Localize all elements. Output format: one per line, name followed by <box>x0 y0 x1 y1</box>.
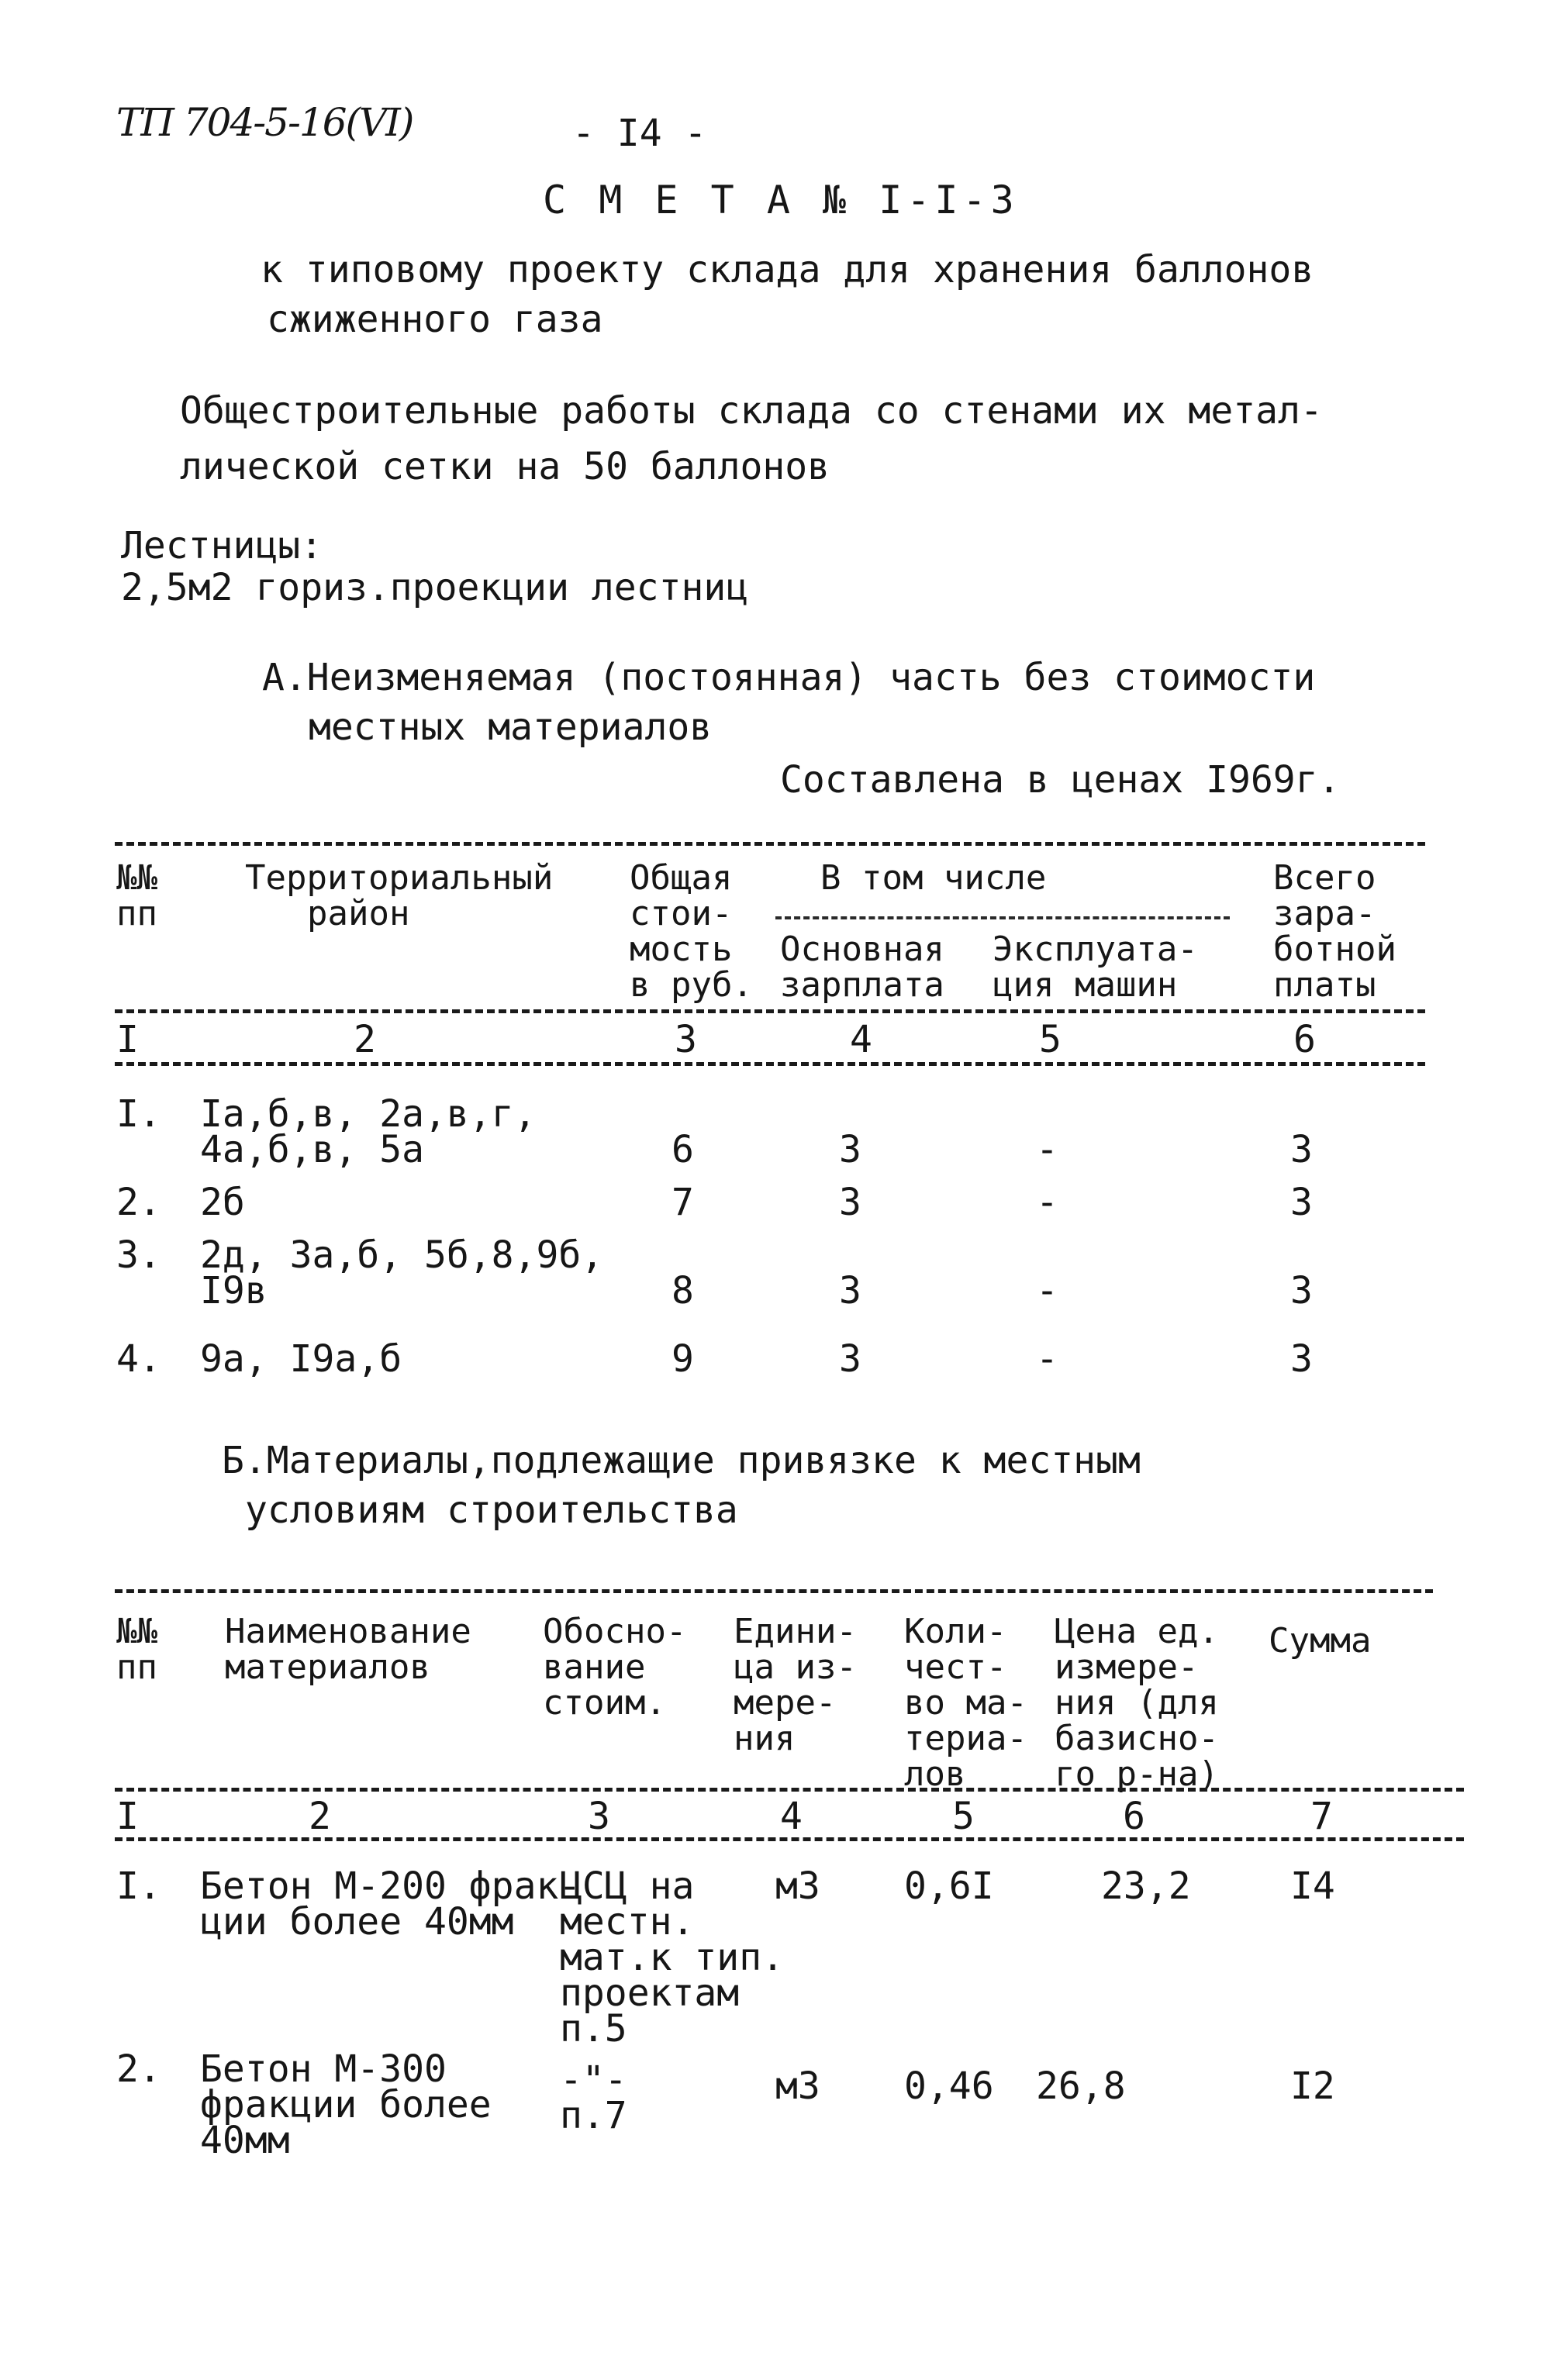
table-a-row-machines: - <box>1036 1337 1058 1381</box>
table-b-header-qty-2: чест- <box>904 1647 1007 1687</box>
table-b-row-name: Бетон М-200 фрак- <box>200 1864 582 1908</box>
table-a-header-wages-4: платы <box>1273 965 1376 1005</box>
table-b-colnum-4: 4 <box>780 1795 803 1838</box>
table-a-row-region: I9в <box>200 1269 268 1312</box>
title-subtitle-line1: к типовому проекту склада для хранения баллонов <box>261 248 1314 291</box>
intro-line-2: лической сетки на 50 баллонов <box>180 445 830 488</box>
table-b-row-basis: местн. <box>560 1900 695 1944</box>
table-a-colnum-6: 6 <box>1293 1018 1316 1061</box>
table-a-row-number: 2. <box>116 1181 161 1224</box>
table-a-colnum-1: I <box>116 1018 139 1061</box>
section-b-heading-line1: Б.Материалы,подлежащие привязке к местным <box>222 1439 1141 1482</box>
page-number: - I4 - <box>572 112 707 155</box>
table-b-row-basis: мат.к тип. <box>560 1936 784 1979</box>
table-a-header-total-3: мость <box>630 930 733 969</box>
table-a-row-region: 4а,б,в, 5а <box>200 1128 424 1171</box>
table-a-header-rule <box>115 1009 1425 1013</box>
table-b-header-npp-1: №№ <box>116 1612 157 1651</box>
table-a-row-salary: 3 <box>839 1181 861 1224</box>
table-b-row-name: фракции более <box>200 2083 492 2126</box>
table-a-header-total-4: в руб. <box>630 965 753 1005</box>
table-b-header-unit-1: Едини- <box>734 1612 857 1651</box>
table-a-row-wages: 3 <box>1290 1181 1313 1224</box>
table-a-header-region-1: Территориальный <box>245 858 554 898</box>
table-b-row-price: 26,8 <box>1036 2064 1126 2108</box>
table-a-header-salary-2: зарплата <box>780 965 944 1005</box>
table-a-row-total: 9 <box>671 1337 694 1381</box>
table-a-colnum-2: 2 <box>354 1018 376 1061</box>
table-a-row-wages: 3 <box>1290 1269 1313 1312</box>
table-b-row-unit: м3 <box>775 2064 820 2108</box>
table-a-row-region: 2б <box>200 1181 245 1224</box>
table-b-header-price-2: измере- <box>1055 1647 1199 1687</box>
table-b-row-name: Бетон М-300 <box>200 2047 447 2091</box>
table-b-row-unit: м3 <box>775 1864 820 1908</box>
table-b-header-name-1: Наименование <box>225 1612 471 1651</box>
table-b-header-npp-2: пп <box>116 1647 157 1687</box>
table-a-header-total-2: стои- <box>630 894 733 933</box>
table-a-row-wages: 3 <box>1290 1337 1313 1381</box>
table-b-header-rule <box>115 1788 1464 1792</box>
table-a-header-wages-2: зара- <box>1273 894 1376 933</box>
table-b-header-basis-3: стоим. <box>543 1683 666 1723</box>
table-b-row-qty: 0,6I <box>904 1864 994 1908</box>
table-b-colnum-3: 3 <box>588 1795 610 1838</box>
table-b-header-sum: Сумма <box>1269 1621 1372 1661</box>
table-a-top-rule <box>115 842 1425 846</box>
table-b-row-sum: I4 <box>1290 1864 1335 1908</box>
table-a-row-salary: 3 <box>839 1269 861 1312</box>
table-a-row-total: 6 <box>671 1128 694 1171</box>
table-b-colnum-2: 2 <box>309 1795 331 1838</box>
table-b-top-rule <box>115 1589 1433 1593</box>
table-b-header-unit-4: ния <box>734 1719 796 1758</box>
table-b-header-qty-5: лов <box>904 1754 966 1794</box>
table-b-header-price-4: базисно- <box>1055 1719 1219 1758</box>
table-b-colnum-6: 6 <box>1123 1795 1145 1838</box>
table-a-header-wages-1: Всего <box>1273 858 1376 898</box>
title-subtitle-line2: сжиженного газа <box>267 298 603 341</box>
intro-line-1: Общестроительные работы склада со стенами их метал- <box>180 389 1323 433</box>
section-a-heading-line1: А.Неизменяемая (постоянная) часть без стоимости <box>262 656 1316 699</box>
table-b-row-basis: проектам <box>560 1971 740 2015</box>
section-a-price-note: Составлена в ценах I969г. <box>780 758 1341 802</box>
table-b-header-qty-1: Коли- <box>904 1612 1007 1651</box>
table-b-row-name: ции более 40мм <box>200 1900 514 1944</box>
table-a-header-region-2: район <box>307 894 410 933</box>
table-b-header-unit-3: мере- <box>734 1683 837 1723</box>
table-b-header-name-2: материалов <box>225 1647 430 1687</box>
table-a-numbers-rule <box>115 1062 1425 1066</box>
table-b-row-price: 23,2 <box>1101 1864 1191 1908</box>
table-a-row-machines: - <box>1036 1128 1058 1171</box>
table-a-header-machines-2: ция машин <box>993 965 1178 1005</box>
table-b-header-qty-4: териа- <box>904 1719 1027 1758</box>
table-a-header-total-1: Общая <box>630 858 733 898</box>
table-a-row-salary: 3 <box>839 1337 861 1381</box>
table-a-row-machines: - <box>1036 1269 1058 1312</box>
table-b-row-basis: п.7 <box>560 2094 627 2137</box>
table-b-colnum-5: 5 <box>952 1795 975 1838</box>
intro-line-4: 2,5м2 гориз.проекции лестниц <box>121 566 749 609</box>
table-a-row-wages: 3 <box>1290 1128 1313 1171</box>
table-b-header-price-5: го р-на) <box>1055 1754 1219 1794</box>
document-title: С М Е Т А № I-I-3 <box>543 178 1019 222</box>
table-a-header-machines-1: Эксплуата- <box>993 930 1198 969</box>
table-a-row-salary: 3 <box>839 1128 861 1171</box>
table-b-header-basis-1: Обосно- <box>543 1612 687 1651</box>
section-a-heading-line2: местных материалов <box>309 705 713 749</box>
intro-line-3: Лестницы: <box>121 524 323 567</box>
table-a-row-region: 9а, I9а,б <box>200 1337 402 1381</box>
table-b-row-number: I. <box>116 1864 161 1908</box>
table-b-row-basis: ЦСЦ на <box>560 1864 695 1908</box>
table-b-row-sum: I2 <box>1290 2064 1335 2108</box>
table-a-row-region: Iа,б,в, 2а,в,г, <box>200 1092 537 1136</box>
table-a-row-number: 4. <box>116 1337 161 1381</box>
table-a-row-total: 8 <box>671 1269 694 1312</box>
table-a-colnum-5: 5 <box>1039 1018 1062 1061</box>
table-a-header-wages-3: ботной <box>1273 930 1396 969</box>
table-a-colnum-4: 4 <box>850 1018 872 1061</box>
table-b-row-basis: п.5 <box>560 2007 627 2051</box>
table-a-row-region: 2д, 3а,б, 5б,8,9б, <box>200 1233 604 1277</box>
table-b-header-unit-2: ца из- <box>734 1647 857 1687</box>
table-b-row-number: 2. <box>116 2047 161 2091</box>
table-a-row-number: 3. <box>116 1233 161 1277</box>
table-b-row-basis: -"- <box>560 2058 627 2102</box>
table-a-row-total: 7 <box>671 1181 694 1224</box>
table-b-row-name: 40мм <box>200 2119 290 2162</box>
table-a-header-group: В том числе <box>820 858 1047 898</box>
table-a-row-machines: - <box>1036 1181 1058 1224</box>
table-a-group-rule <box>775 916 1230 919</box>
table-b-header-price-1: Цена ед. <box>1055 1612 1219 1651</box>
table-b-colnum-7: 7 <box>1310 1795 1333 1838</box>
document-code: ТП 704-5-16(VI) <box>116 100 413 145</box>
table-b-numbers-rule <box>115 1837 1464 1841</box>
table-b-header-qty-3: во ма- <box>904 1683 1027 1723</box>
section-b-heading-line2: условиям строительства <box>245 1488 738 1532</box>
table-a-header-npp-2: пп <box>116 894 157 933</box>
table-a-header-npp-1: №№ <box>116 858 157 898</box>
table-a-colnum-3: 3 <box>675 1018 697 1061</box>
table-b-colnum-1: I <box>116 1795 139 1838</box>
table-a-header-salary-1: Основная <box>780 930 944 969</box>
table-b-header-basis-2: вание <box>543 1647 646 1687</box>
table-b-row-qty: 0,46 <box>904 2064 994 2108</box>
table-a-row-number: I. <box>116 1092 161 1136</box>
table-b-header-price-3: ния (для <box>1055 1683 1219 1723</box>
